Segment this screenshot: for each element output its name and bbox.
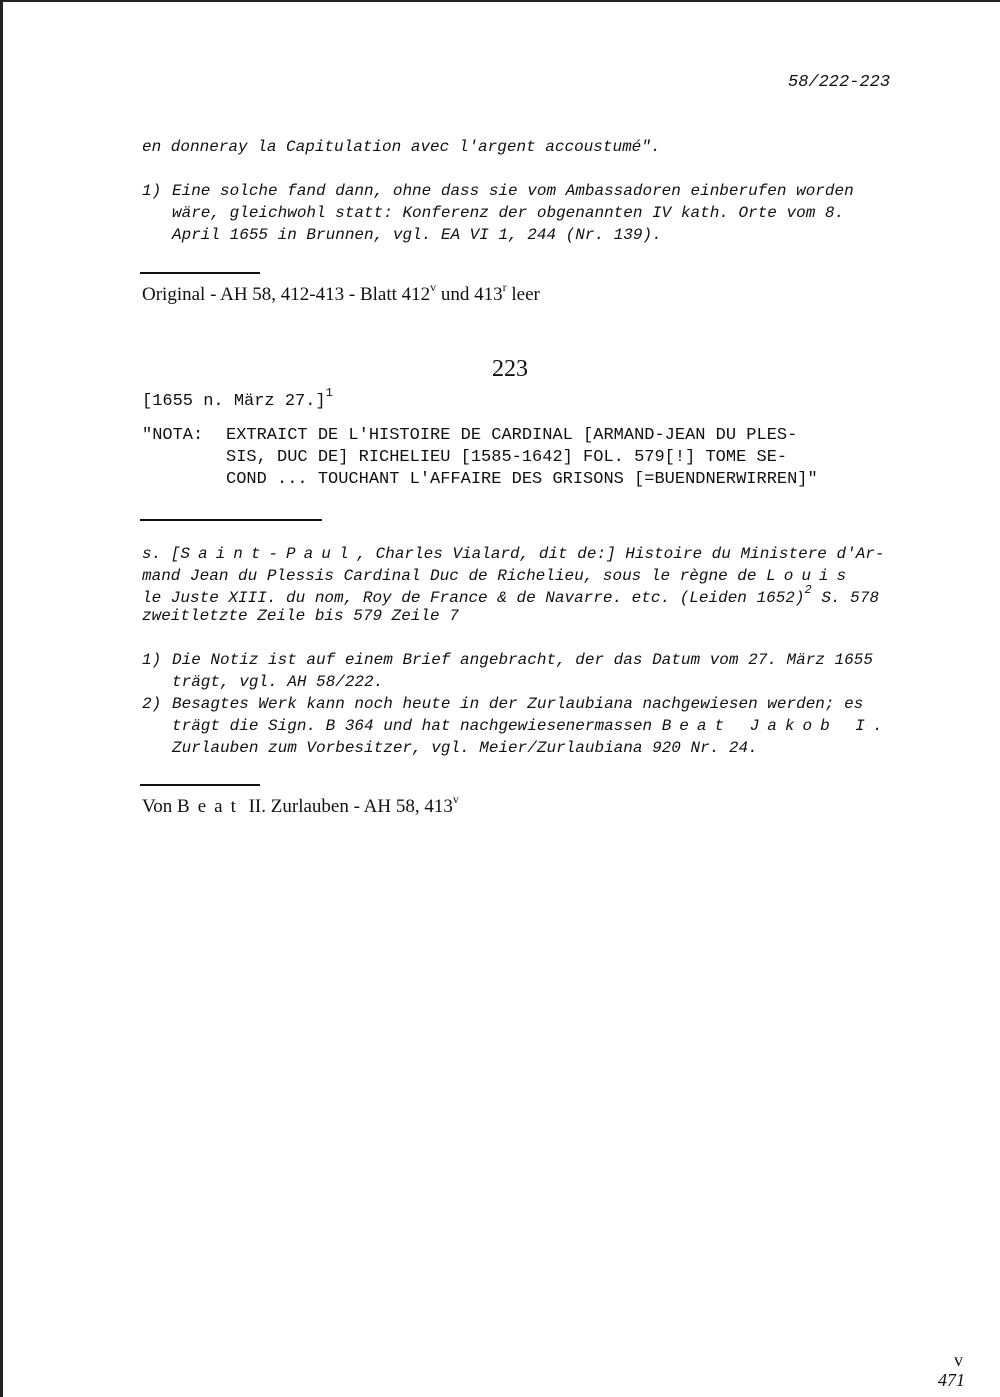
source-text: und 413 <box>436 284 503 305</box>
verso-mark: v <box>452 792 459 806</box>
text: Von <box>142 796 178 817</box>
footnote-line: wäre, gleichwohl statt: Konferenz der obgenannten IV kath. Orte vom 8. <box>172 204 845 222</box>
footnote-ref: 1 <box>325 386 333 400</box>
footnote-line: Besagtes Werk kann noch heute in der Zurlaubiana nachgewiesen werden; es <box>172 695 864 713</box>
footnote-line: Die Notiz ist auf einem Brief angebracht, der das Datum vom 27. März 1655 <box>172 651 873 669</box>
footnote-line: April 1655 in Brunnen, vgl. EA VI 1, 244 (Nr. 139). <box>172 226 662 244</box>
handwritten-mark: v <box>954 1350 963 1370</box>
footnote-marker: 1) <box>142 651 162 669</box>
recto-mark: r <box>502 280 507 294</box>
text: s. [ <box>142 545 181 563</box>
source-line-previous <box>142 280 540 306</box>
nota-line: SIS, DUC DE] RICHELIEU [1585-1642] FOL. 579[!] TOME SE- <box>226 448 788 467</box>
source-text: leer <box>506 284 540 305</box>
handwritten-page-number: 471 <box>938 1370 965 1390</box>
text: le Juste XIII. du nom, Roy de France & de Navarre. etc. (Leiden 1652) <box>142 589 805 607</box>
footnote-line: Zurlauben zum Vorbesitzer, vgl. Meier/Zurlaubiana 920 Nr. 24. <box>172 739 758 757</box>
author-name: Saint-Paul <box>180 545 357 563</box>
text: trägt die Sign. B 364 und hat nachgewiesenermassen <box>172 717 662 735</box>
footnote-marker: 1) <box>142 182 162 200</box>
text: S. 578 <box>811 589 879 607</box>
nota-line: EXTRAICT DE L'HISTOIRE DE CARDINAL [ARMAND-JEAN DU PLES- <box>226 426 798 445</box>
page-frame-top <box>0 0 1000 2</box>
footnote-line: trägt, vgl. AH 58/222. <box>172 673 384 691</box>
separator-rule <box>140 272 260 274</box>
source-line <box>142 792 459 818</box>
bibliography-line: zweitletzte Zeile bis 579 Zeile 7 <box>142 607 459 625</box>
source-text: Original - AH 58, 412-413 - Blatt 412 <box>142 284 431 305</box>
footnote-marker: 2) <box>142 695 162 713</box>
bibliography-line <box>142 543 885 565</box>
text: mand Jean du Plessis Cardinal Duc de Richelieu, sous le règne de <box>142 567 767 585</box>
verso-mark: v <box>430 280 437 294</box>
nota-line: COND ... TOUCHANT L'AFFAIRE DES GRISONS [=BUENDNERWIRREN]" <box>226 470 818 489</box>
date-line <box>142 386 333 411</box>
author-name: Beat <box>177 796 244 817</box>
king-name: Louis <box>766 567 855 585</box>
continuation-text: en donneray la Capitulation avec l'argent accoustumé". <box>142 138 661 156</box>
footnote-line <box>172 715 891 737</box>
page-frame-left <box>0 0 3 1397</box>
nota-label: "NOTA: <box>142 426 204 445</box>
footnote-line: Eine solche fand dann, ohne dass sie vom Ambassadoren einberufen worden <box>172 182 854 200</box>
bibliography-line <box>142 565 854 587</box>
separator-rule <box>140 784 260 786</box>
footnote-ref: 2 <box>804 583 812 597</box>
date-text: [1655 n. März 27.] <box>142 392 326 411</box>
owner-name: Beat Jakob I. <box>661 717 891 735</box>
separator-rule <box>140 519 322 521</box>
page-reference: 58/222-223 <box>788 73 891 92</box>
text: , Charles Vialard, dit de:] Histoire du Ministere d'Ar- <box>356 545 885 563</box>
document-number: 223 <box>492 356 528 382</box>
text: II. Zurlauben - AH 58, 413 <box>243 796 453 817</box>
